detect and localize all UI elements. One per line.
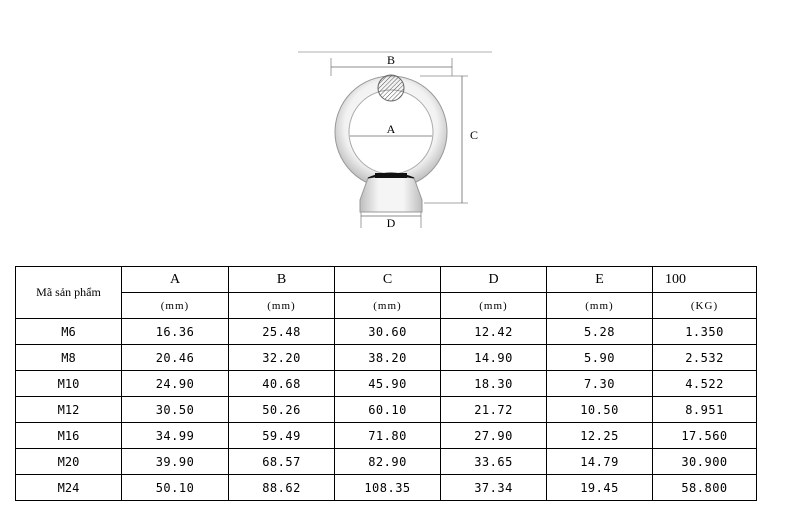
table-cell: 37.34 [441, 475, 547, 501]
row-code: M8 [16, 345, 122, 371]
unit-col-d: (mm) [441, 293, 547, 319]
table-row [16, 319, 757, 345]
table-cell: 50.26 [229, 397, 335, 423]
table-cell: 30.60 [335, 319, 441, 345]
table-cell: 1.350 [653, 319, 757, 345]
table-row [16, 423, 757, 449]
table-cell: 88.62 [229, 475, 335, 501]
table-cell: 7.30 [547, 371, 653, 397]
row-code: M20 [16, 449, 122, 475]
row-code: M12 [16, 397, 122, 423]
table-cell: 19.45 [547, 475, 653, 501]
unit-col-e: (mm) [547, 293, 653, 319]
table-cell: 68.57 [229, 449, 335, 475]
eye-nut-diagram [0, 0, 790, 260]
table-cell: 39.90 [122, 449, 229, 475]
table-cell: 34.99 [122, 423, 229, 449]
table-cell: 40.68 [229, 371, 335, 397]
table-cell: 30.900 [653, 449, 757, 475]
dimension-a-label: A [386, 122, 396, 136]
row-code: M10 [16, 371, 122, 397]
unit-col-b: (mm) [229, 293, 335, 319]
table-cell: 25.48 [229, 319, 335, 345]
nut-shadow [375, 173, 407, 178]
table-cell: 5.90 [547, 345, 653, 371]
table-cell: 16.36 [122, 319, 229, 345]
table-cell: 27.90 [441, 423, 547, 449]
header-col-d: D [441, 267, 547, 293]
table-cell: 24.90 [122, 371, 229, 397]
table-cell: 10.50 [547, 397, 653, 423]
table-cell: 60.10 [335, 397, 441, 423]
header-col-weight: 100 [653, 267, 757, 293]
table-cell: 32.20 [229, 345, 335, 371]
table-row [16, 345, 757, 371]
header-col-b: B [229, 267, 335, 293]
header-col-a: A [122, 267, 229, 293]
table-cell: 45.90 [335, 371, 441, 397]
table-cell: 14.79 [547, 449, 653, 475]
table-cell: 82.90 [335, 449, 441, 475]
table-cell: 5.28 [547, 319, 653, 345]
table-cell: 50.10 [122, 475, 229, 501]
header-col-e: E [547, 267, 653, 293]
table-cell: 18.30 [441, 371, 547, 397]
table-cell: 20.46 [122, 345, 229, 371]
table-cell: 71.80 [335, 423, 441, 449]
row-code: M16 [16, 423, 122, 449]
table-cell: 17.560 [653, 423, 757, 449]
table-cell: 4.522 [653, 371, 757, 397]
header-product-code: Mã sản phẩm [16, 267, 122, 319]
table-cell: 38.20 [335, 345, 441, 371]
specification-table [15, 266, 757, 501]
unit-col-c: (mm) [335, 293, 441, 319]
row-code: M6 [16, 319, 122, 345]
table-row [16, 449, 757, 475]
table-cell: 14.90 [441, 345, 547, 371]
table-cell: 33.65 [441, 449, 547, 475]
table-cell: 12.42 [441, 319, 547, 345]
table-cell: 58.800 [653, 475, 757, 501]
header-col-c: C [335, 267, 441, 293]
dimension-b-label: B [386, 53, 396, 67]
table-row [16, 397, 757, 423]
table-cell: 12.25 [547, 423, 653, 449]
table-cell: 2.532 [653, 345, 757, 371]
eye-nut-base [360, 173, 422, 212]
table-cell: 30.50 [122, 397, 229, 423]
dimension-c-label: C [470, 128, 479, 142]
unit-col-weight: (KG) [653, 293, 757, 319]
table-row [16, 475, 757, 501]
table-row [16, 371, 757, 397]
table-cell: 108.35 [335, 475, 441, 501]
table-cell: 21.72 [441, 397, 547, 423]
dimension-d-label: D [386, 216, 396, 230]
unit-col-a: (mm) [122, 293, 229, 319]
table-cell: 8.951 [653, 397, 757, 423]
ring-cross-section [378, 75, 404, 101]
row-code: M24 [16, 475, 122, 501]
table-cell: 59.49 [229, 423, 335, 449]
